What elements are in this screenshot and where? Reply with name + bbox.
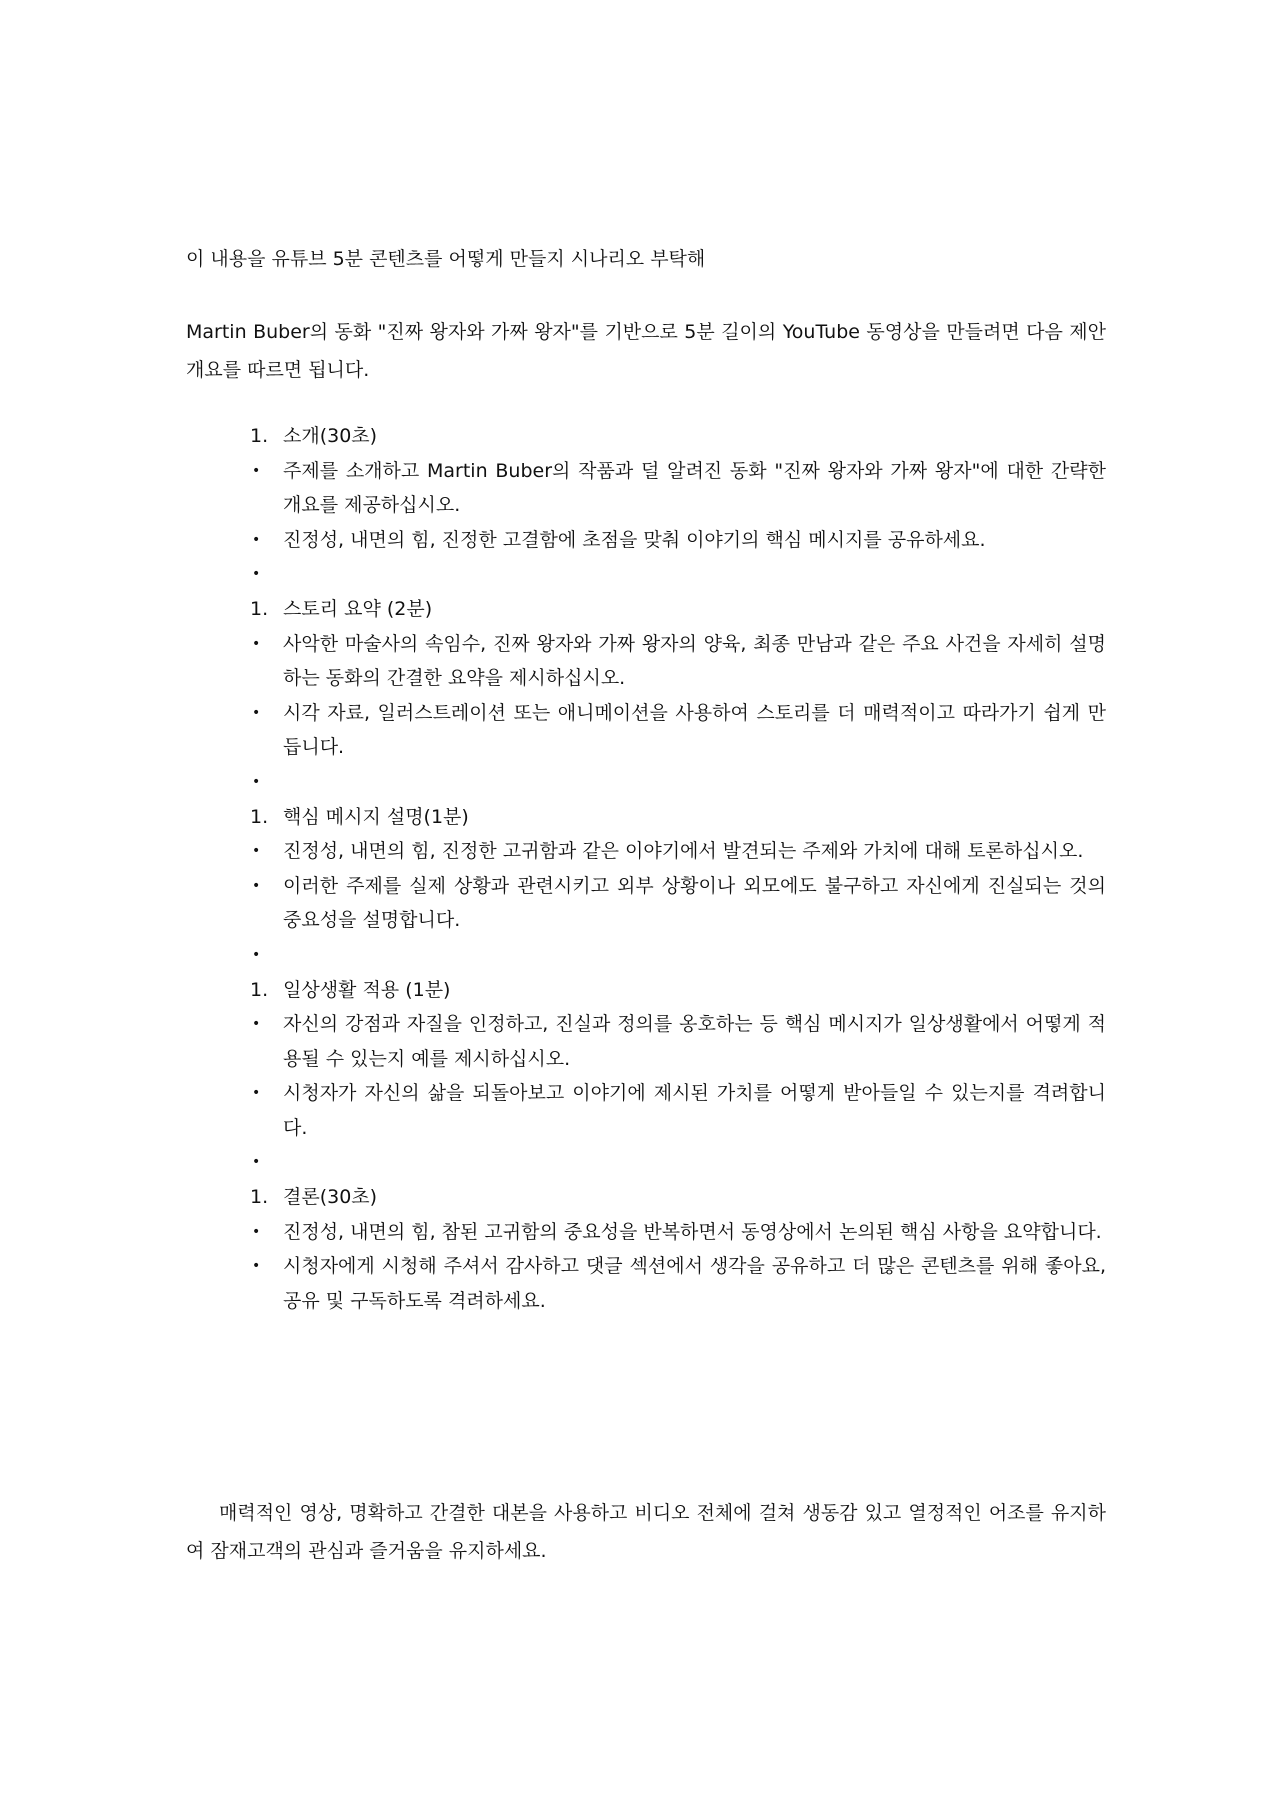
bullet-item <box>186 1215 1106 1250</box>
bullet-text: 사악한 마술사의 속임수, 진짜 왕자와 가짜 왕자의 양육, 최종 만남과 같은 주요 사건을 자세히 설명하는 동화의 간결한 요약을 제시하십시오. <box>283 632 1106 690</box>
bullet-icon: • <box>252 877 261 894</box>
bullet-icon: • <box>252 1258 261 1275</box>
bullet-item <box>186 627 1106 696</box>
empty-bullet-item <box>186 1145 1106 1180</box>
empty-bullet-item <box>186 765 1106 800</box>
section-title: 핵심 메시지 설명(1분) <box>283 805 469 828</box>
section-heading <box>186 800 1106 835</box>
section-title: 스토리 요약 (2분) <box>283 597 433 620</box>
bullet-icon: • <box>252 566 261 583</box>
bullet-item <box>186 523 1106 558</box>
section-title: 결론(30초) <box>283 1186 378 1209</box>
section-title: 소개(30초) <box>283 425 378 447</box>
bullet-icon: • <box>252 704 261 721</box>
bullet-text: 진정성, 내면의 힘, 참된 고귀함의 중요성을 반복하면서 동영상에서 논의된 핵심 사항을 요약합니다. <box>283 1220 1102 1243</box>
prompt-text: 이 내용을 유튜브 5분 콘텐츠를 어떻게 만들지 시나리오 부탁해 <box>186 248 706 270</box>
bullet-text: 진정성, 내면의 힘, 진정한 고귀함과 같은 이야기에서 발견되는 주제와 가치에 대해 토론하십시오. <box>283 840 1084 863</box>
bullet-text: 시청자에게 시청해 주셔서 감사하고 댓글 섹션에서 생각을 공유하고 더 많은 콘텐츠를 위해 좋아요, 공유 및 구독하도록 격려하세요. <box>283 1255 1106 1312</box>
closing-paragraph: 매력적인 영상, 명확하고 간결한 대본을 사용하고 비디오 전체에 걸쳐 생동감 있고 열정적인 어조를 유지하여 잠재고객의 관심과 즐거움을 유지하세요. <box>186 1502 1106 1562</box>
section-number: 1. <box>250 425 269 447</box>
bullet-icon: • <box>252 462 261 479</box>
section-title: 일상생활 적용 (1분) <box>283 978 451 1001</box>
bullet-text: 주제를 소개하고 Martin Buber의 작품과 덜 알려진 동화 "진짜 왕자와 가짜 왕자"에 대한 간략한 개요를 제공하십시오. <box>283 459 1106 517</box>
section-number: 1. <box>250 1186 269 1209</box>
empty-bullet-item <box>186 938 1106 973</box>
bullet-item <box>186 1076 1106 1145</box>
empty-bullet-item <box>186 557 1106 592</box>
bullet-icon: • <box>252 1085 261 1102</box>
outline-list <box>186 419 1106 1318</box>
section-heading <box>186 973 1106 1008</box>
bullet-icon: • <box>252 635 261 652</box>
bullet-text: 진정성, 내면의 힘, 진정한 고결함에 초점을 맞춰 이야기의 핵심 메시지를 공유하세요. <box>283 528 986 551</box>
bullet-text: 자신의 강점과 자질을 인정하고, 진실과 정의를 옹호하는 등 핵심 메시지가 일상생활에서 어떻게 적용될 수 있는지 예를 제시하십시오. <box>283 1013 1106 1070</box>
section-number: 1. <box>250 597 269 620</box>
bullet-icon: • <box>252 531 261 548</box>
section-number: 1. <box>250 805 269 828</box>
bullet-icon: • <box>252 773 261 790</box>
bullet-item <box>186 1007 1106 1076</box>
section-heading <box>186 419 1106 454</box>
bullet-icon: • <box>252 1016 261 1033</box>
bullet-icon: • <box>252 1154 261 1171</box>
section-heading <box>186 1180 1106 1215</box>
section-number: 1. <box>250 978 269 1001</box>
bullet-text: 시각 자료, 일러스트레이션 또는 애니메이션을 사용하여 스토리를 더 매력적이고 따라가기 쉽게 만듭니다. <box>283 701 1106 759</box>
bullet-item <box>186 1249 1106 1318</box>
bullet-icon: • <box>252 946 261 963</box>
bullet-item <box>186 696 1106 765</box>
bullet-text: 시청자가 자신의 삶을 되돌아보고 이야기에 제시된 가치를 어떻게 받아들일 수 있는지를 격려합니다. <box>283 1082 1106 1139</box>
bullet-item <box>186 869 1106 938</box>
bullet-item <box>186 834 1106 869</box>
bullet-item <box>186 454 1106 523</box>
bullet-text: 이러한 주제를 실제 상황과 관련시키고 외부 상황이나 외모에도 불구하고 자신에게 진실되는 것의 중요성을 설명합니다. <box>283 874 1106 932</box>
section-heading <box>186 592 1106 627</box>
bullet-icon: • <box>252 1223 261 1240</box>
intro-paragraph: Martin Buber의 동화 "진짜 왕자와 가짜 왕자"를 기반으로 5분 길이의 YouTube 동영상을 만들려면 다음 제안 개요를 따르면 됩니다. <box>186 321 1106 381</box>
bullet-icon: • <box>252 843 261 860</box>
